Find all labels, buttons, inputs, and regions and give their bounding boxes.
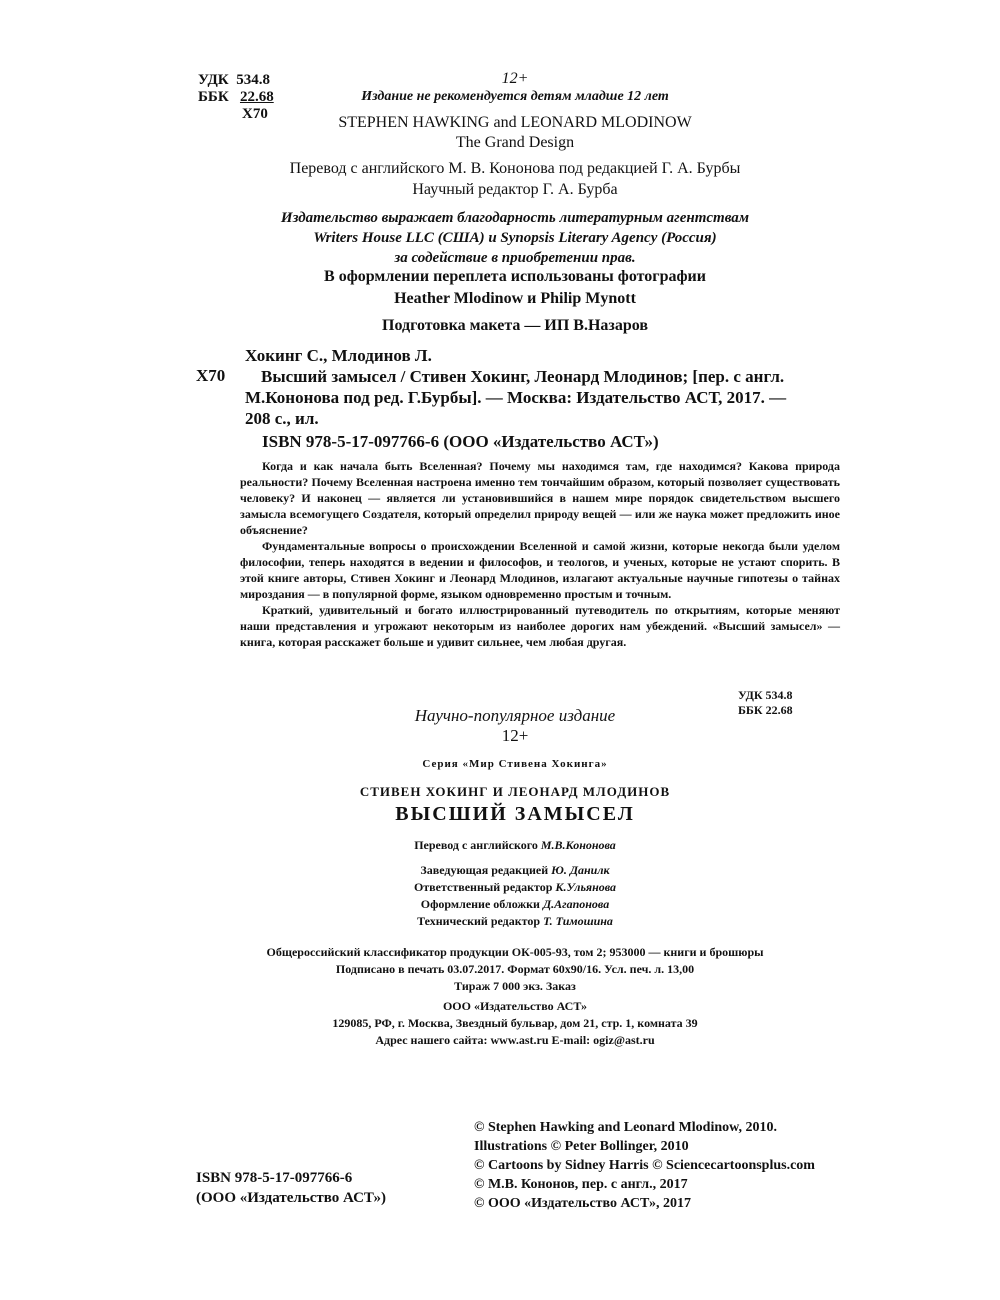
abstract-paragraph: Когда и как начала быть Вселенная? Почему мы находимся там, где находимся? Какова природа реальности? Почему Вселенная настроена именно тем тончайшим образом, который позволяет существовать человеку? И наконец — является ли установившийся в нашем мире порядок свидетельством высшего замысла всемогущего Создателя, который определил природу вещей — или же наука может предложить иное объяснение? xyxy=(240,459,840,537)
translator-label: Перевод с английского xyxy=(414,838,541,852)
staff-row xyxy=(300,896,730,913)
science-editor-credit: Научный редактор Г. А. Бурба xyxy=(412,181,618,198)
classifier-line: Общероссийский классификатор продукции ОК-005-93, том 2; 953000 — книги и брошюры xyxy=(266,945,764,959)
age-rating-note: Издание не рекомендуется детям младше 12 лет xyxy=(361,89,669,104)
abstract xyxy=(240,458,840,650)
copyright-line: © Cartoons by Sidney Harris © Sciencecartoonsplus.com xyxy=(474,1158,815,1173)
translator-name: М.В.Кононова xyxy=(540,838,616,852)
copyright-line: © М.В. Кононов, пер. с англ., 2017 xyxy=(474,1177,688,1192)
copyright-line: © ООО «Издательство АСТ», 2017 xyxy=(474,1196,692,1211)
translation-credit: Перевод с английского М. В. Кононова под редакцией Г. А. Бурбы xyxy=(289,160,741,177)
publisher-name: ООО «Издательство АСТ» xyxy=(442,999,588,1013)
photo-credits-line: В оформлении переплета использованы фотографии xyxy=(324,268,706,285)
abstract-udk: УДК 534.8 xyxy=(738,688,793,702)
photo-credits-line: Heather Mlodinow и Philip Mynott xyxy=(394,290,636,307)
staff-row xyxy=(300,862,730,879)
catalog-heading: Хокинг С., Млодинов Л. xyxy=(245,346,432,365)
series-title: Серия «Мир Стивена Хокинга» xyxy=(422,758,608,770)
udk-value: 534.8 xyxy=(236,72,270,88)
production-info xyxy=(180,944,850,995)
catalog-line: Высший замысел / Стивен Хокинг, Леонард Млодинов; [пер. с англ. xyxy=(261,367,785,386)
staff-list xyxy=(300,862,730,930)
staff-name: Т. Тимошина xyxy=(543,914,613,928)
staff-name: К.Ульянова xyxy=(555,880,617,894)
age-rating-mark: 12+ xyxy=(501,70,529,87)
catalog-mark: Х70 xyxy=(196,366,226,385)
abstract-codes xyxy=(738,688,793,718)
bbk-label: ББК xyxy=(198,89,229,105)
abstract-bbk: ББК 22.68 xyxy=(738,703,793,717)
photo-credits xyxy=(200,266,830,310)
staff-role: Заведующая редакцией xyxy=(420,863,552,877)
publisher-address: 129085, РФ, г. Москва, Звездный бульвар, дом 21, стр. 1, комната 39 xyxy=(332,1016,698,1030)
staff-name: Ю. Данилк xyxy=(551,863,610,877)
edition-type: Научно-популярное издание xyxy=(414,706,616,725)
publisher-web: Адрес нашего сайта: www.ast.ru E-mail: ogiz@ast.ru xyxy=(375,1033,655,1047)
staff-row xyxy=(300,913,730,930)
staff-role: Технический редактор xyxy=(417,914,544,928)
imprint-age-rating: 12+ xyxy=(501,726,529,745)
catalog-line: М.Кононова под ред. Г.Бурбы]. — Москва: Издательство АСТ, 2017. — xyxy=(245,388,787,407)
footer-isbn-block xyxy=(196,1168,386,1208)
catalog-line: 208 с., ил. xyxy=(245,409,319,428)
signed-line: Подписано в печать 03.07.2017. Формат 60х90/16. Усл. печ. л. 13,00 xyxy=(335,962,695,976)
copyright-block xyxy=(474,1118,815,1213)
staff-role: Оформление обложки xyxy=(420,897,543,911)
translator-credit xyxy=(300,838,730,853)
author-mark: Х70 xyxy=(242,106,268,122)
imprint-authors: СТИВЕН ХОКИНГ И ЛЕОНАРД МЛОДИНОВ xyxy=(359,784,671,799)
acknowledgment-line: Writers House LLC (США) и Synopsis Literary Agency (Россия) xyxy=(313,230,717,246)
abstract-paragraph: Краткий, удивительный и богато иллюстрированный путеводитель по открытиям, которые меняют наши представления и угрожают некоторым из наиболее дорогих нам убеждений. «Высший замысел» — книга, которая расскажет больше и удивит сильнее, чем любая другая. xyxy=(240,603,840,649)
footer-isbn: ISBN 978-5-17-097766-6 xyxy=(196,1170,353,1186)
original-title: The Grand Design xyxy=(455,134,575,151)
print-run-line: Тираж 7 000 экз. Заказ xyxy=(454,979,576,993)
abstract-paragraph: Фундаментальные вопросы о происхождении Вселенной и самой жизни, которые некогда были уделом философии, теперь находятся в ведении и философов, и теологов, и ученых, которые не устают спорить. В этой книге авторы, Стивен Хокинг и Леонард Млодинов, излагают актуальные научные гипотезы о тайнах мироздания — в популярной форме, языком одновременно простым и точным. xyxy=(240,539,840,601)
staff-name: Д.Агапонова xyxy=(542,897,610,911)
catalog-description xyxy=(245,366,845,429)
staff-row xyxy=(300,879,730,896)
acknowledgment-line: Издательство выражает благодарность литературным агентствам xyxy=(280,210,750,226)
copyright-line: © Stephen Hawking and Leonard Mlodinow, 2010. xyxy=(474,1120,777,1135)
staff-role: Ответственный редактор xyxy=(413,880,556,894)
footer-publisher: (ООО «Издательство АСТ») xyxy=(196,1190,387,1206)
book-title: ВЫСШИЙ ЗАМЫСЕЛ xyxy=(395,803,635,825)
acknowledgment xyxy=(200,208,830,268)
udk-label: УДК xyxy=(198,72,229,88)
bbk-value: 22.68 xyxy=(239,89,274,105)
original-authors: STEPHEN HAWKING and LEONARD MLODINOW xyxy=(338,114,692,131)
acknowledgment-line: за содействие в приобретении прав. xyxy=(394,250,636,266)
copyright-line: Illustrations © Peter Bollinger, 2010 xyxy=(474,1139,689,1154)
layout-prep: Подготовка макета — ИП В.Назаров xyxy=(382,317,648,334)
catalog-isbn: ISBN 978-5-17-097766-6 (ООО «Издательство АСТ») xyxy=(262,432,659,451)
publisher-info xyxy=(200,998,830,1049)
